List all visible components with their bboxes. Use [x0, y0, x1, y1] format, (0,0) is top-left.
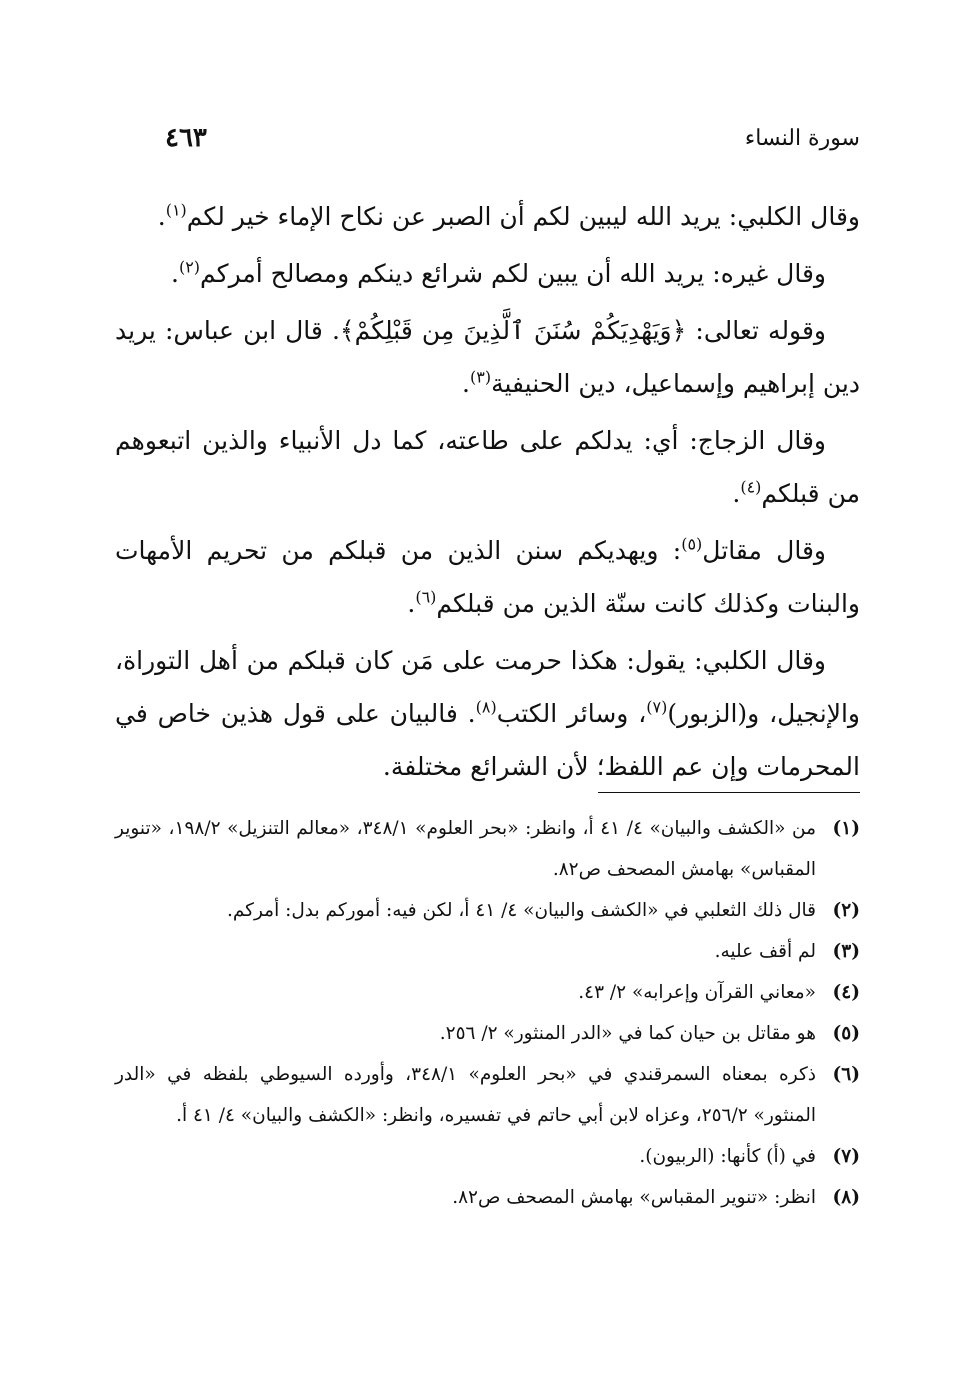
footnote-ref: (٨) [475, 697, 497, 717]
paragraph-text: ، وسائر الكتب [496, 699, 647, 728]
footnotes [115, 808, 860, 1218]
paragraph-6 [115, 634, 860, 793]
footnote-text: لم أقف عليه. [714, 941, 816, 962]
footnote-divider [598, 792, 860, 793]
page-number: ٤٦٣ [165, 123, 207, 153]
footnote-text: هو مقاتل بن حيان كما في «الدر المنثور» ٢/ ٢٥٦. [439, 1023, 816, 1044]
main-text [115, 190, 860, 797]
footnote-text: في (أ) كأنها: (الربيون). [639, 1146, 816, 1167]
footnote [115, 1013, 860, 1054]
footnote [115, 1054, 860, 1136]
footnote-ref: (٤) [740, 477, 762, 497]
paragraph-text: . قال ابن عباس: يريد دين إبراهيم وإسماعيل، دين الحنيفية [115, 316, 860, 398]
footnote-number: (٦) [832, 1064, 860, 1085]
footnote-ref: (٧) [646, 697, 668, 717]
paragraph-text: وقوله تعالى: [686, 316, 826, 345]
footnote [115, 1136, 860, 1177]
footnote-number: (٥) [832, 1023, 860, 1044]
footnote-ref: (٣) [469, 367, 492, 387]
footnote [115, 890, 860, 931]
paragraph-text: وقال مقاتل [702, 536, 826, 565]
footnote [115, 808, 860, 890]
paragraph-text: وقال غيره: يريد الله أن يبين لكم شرائع دينكم ومصالح أمركم [200, 259, 826, 288]
paragraph-text: وقال الزجاج: أي: يدلكم على طاعته، كما دل الأنبياء والذين اتبعوهم من قبلكم [115, 426, 860, 508]
footnote-number: (٣) [832, 941, 860, 962]
paragraph-3: وقوله تعالى: ﴿وَيَهْدِيَكُمْ سُنَنَ ٱلَّذِينَ مِن قَبْلِكُمْ﴾. قال ابن عباس: يريد دين إبراهيم وإسماعيل، دين الحنيفية$^{(٣)}$. [115, 316, 860, 398]
paragraph-text: : ويهديكم سنن الذين من قبلكم من تحريم الأمهات والبنات وكذلك كانت سنّة الذين من قبلكم [115, 536, 860, 618]
paragraph-2: وقال غيره: يريد الله أن يبين لكم شرائع دينكم ومصالح أمركم$^{(٢)}$. [171, 257, 826, 288]
footnote-text: من «الكشف والبيان» ٤/ ٤١ أ، وانظر: «بحر العلوم» ٣٤٨/١، «معالم التنزيل» ١٩٨/٢، «تنوير المقباس» بهامش المصحف ص٨٢. [115, 818, 816, 880]
page-header [165, 118, 860, 158]
footnote-ref: (٢) [178, 257, 201, 277]
paragraph-4: وقال الزجاج: أي: يدلكم على طاعته، كما دل الأنبياء والذين اتبعوهم من قبلكم$^{(٤)}$. [115, 426, 860, 508]
footnote-number: (٢) [832, 900, 860, 921]
footnote-text: انظر: «تنوير المقباس» بهامش المصحف ص٨٢. [452, 1187, 816, 1208]
footnote-number: (١) [832, 818, 860, 839]
paragraph-1: وقال الكلبي: يريد الله ليبين لكم أن الصبر عن نكاح الإماء خير لكم$^{(١)}$. [157, 200, 860, 231]
footnote-text: «معاني القرآن وإعرابه» ٢/ ٤٣. [578, 982, 816, 1003]
quran-verse: ﴿وَيَهْدِيَكُمْ سُنَنَ ٱلَّذِينَ مِن قَبْلِكُمْ﴾ [339, 316, 687, 345]
surah-title: سورة النساء [744, 125, 860, 151]
paragraph-text: . فالبيان على قول هذين خاص في المحرمات وإن عم اللفظ؛ لأن الشرائع مختلفة. [115, 699, 860, 781]
footnote-number: (٤) [832, 982, 860, 1003]
footnote-ref: (٥) [681, 534, 703, 554]
footnote-text: قال ذلك الثعلبي في «الكشف والبيان» ٤/ ٤١ أ، لكن فيه: أموركم بدل: أمركم. [226, 900, 816, 921]
footnote-ref: (٦) [415, 587, 437, 607]
footnote [115, 972, 860, 1013]
paragraph-text: وقال الكلبي: يريد الله ليبين لكم أن الصبر عن نكاح الإماء خير لكم [186, 202, 860, 231]
footnote-ref: (١) [165, 200, 187, 220]
footnote [115, 1177, 860, 1218]
paragraph-text: وقال الكلبي: يقول: هكذا حرمت على مَن كان قبلكم من أهل التوراة، والإنجيل، و(الزبور) [115, 646, 860, 728]
paragraph-5: وقال مقاتل$^{(٥)}$: ويهديكم سنن الذين من قبلكم من تحريم الأمهات والبنات وكذلك كانت سنّة الذين من قبلكم$^{(٦)}$. [115, 534, 860, 618]
footnote-number: (٧) [832, 1146, 860, 1167]
footnote-text: ذكره بمعناه السمرقندي في «بحر العلوم» ٣٤٨/١، وأورده السيوطي بلفظه في «الدر المنثور» ٢٥٦/٢، وعزاه لابن أبي حاتم في تفسيره، وانظر: «الكشف والبيان» ٤/ ٤١ أ. [115, 1064, 816, 1126]
footnote [115, 931, 860, 972]
footnote-number: (٨) [832, 1187, 860, 1208]
